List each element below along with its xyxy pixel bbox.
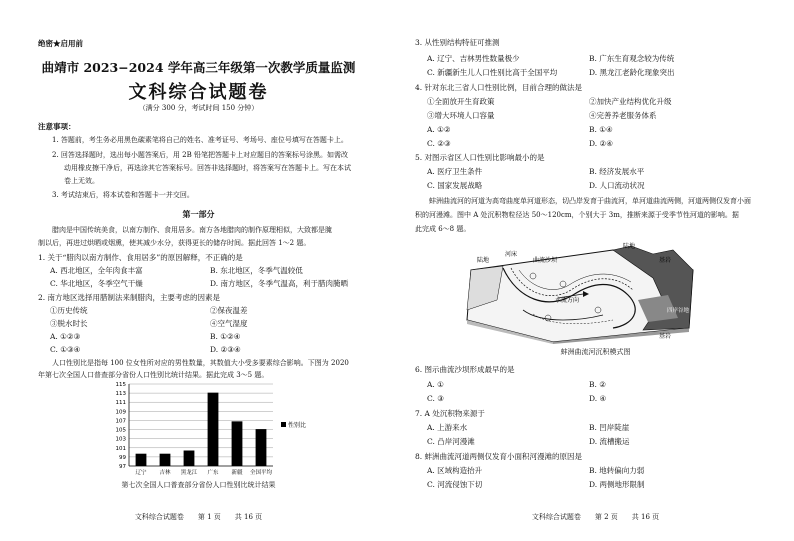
- q6-option-b: B. ②: [589, 380, 607, 389]
- bar: [184, 451, 195, 466]
- x-tick-label: 黑龙江: [180, 470, 198, 476]
- y-tick-label: 107: [115, 418, 126, 425]
- q7-option-c: C. 凸岸河漫滩: [427, 437, 475, 446]
- chart-title: 第七次全国人口普查部分省份人口性别比统计结果: [121, 481, 276, 489]
- intro3-line: 蚌洲曲流河的河道为高弯曲度单河道形态，切凸岸发育于曲流河，单河道曲流两侧，河道两侧仅发育小面: [415, 197, 751, 205]
- intro3-line: 积的河漫滩。图中 A 处沉积物粒径达 50～120cm，个别大于 3m，推断来源于受季节性河道的影响。据: [415, 211, 739, 219]
- sex-ratio-bar-chart: [105, 380, 325, 480]
- label-bedrock-1: 基岩: [659, 257, 672, 264]
- page-footer: 文科综合试题卷 第 1 页 共 16 页: [134, 513, 263, 521]
- q5-option-a: A. 医疗卫生条件: [427, 167, 483, 176]
- intro2-line: 年第七次全国人口普查部分省份人口性别比统计结果。据此完成 3～5 题。: [38, 371, 269, 379]
- label-land-left: 陆地: [477, 257, 490, 264]
- meander-river-block-diagram: [463, 240, 695, 345]
- exam-title: 曲靖市 2023−2024 学年高三年级第一次教学质量监测: [41, 60, 356, 75]
- q5-option-b: B. 经济发展水平: [589, 167, 645, 176]
- page-footer: 文科综合试题卷 第 2 页 共 16 页: [531, 513, 660, 521]
- q7-option-d: D. 流槽搬运: [589, 437, 630, 446]
- q5-stem: 5. 对图示省区人口性别比影响最小的是: [415, 153, 545, 162]
- q8-option-d: D. 两侧地形限制: [589, 480, 645, 489]
- notice-line: 2. 回答选择题时，选出每小题答案后，用 2B 铅笔把答题卡上对应题目的答案标号涂黑。如需改: [52, 151, 348, 159]
- illustration-caption: 蚌洲曲流河沉积模式图: [560, 348, 631, 356]
- x-tick-label: 全国平均: [249, 470, 273, 476]
- q3-option-d: D. 黑龙江老龄化现象突出: [589, 68, 675, 77]
- q2-item-4: ④空气湿度: [210, 319, 248, 328]
- q4-option-b: B. ①④: [589, 125, 613, 134]
- q1-option-d: D. 南方地区，冬季气温高，利于腊肉腌晒: [210, 279, 349, 288]
- y-tick-label: 105: [115, 427, 126, 434]
- y-tick-label: 109: [115, 409, 126, 416]
- q2-option-b: B. ①②④: [210, 332, 241, 341]
- q3-stem: 3. 从性别结构特征可推测: [415, 38, 500, 47]
- q3-option-a: A. 辽宁、吉林男性数量极少: [427, 54, 520, 63]
- q3-option-c: C. 新疆新生儿人口性别比高于全国平均: [427, 68, 558, 77]
- q4-item-3: ③增大环境人口容量: [427, 111, 495, 120]
- paper-title: 文科综合试题卷: [128, 82, 269, 103]
- secret-mark: 绝密★启用前: [38, 39, 83, 48]
- q1-stem: 1. 关于“腊肉以南方制作、食用居多”的原因解释，不正确的是: [38, 253, 243, 262]
- q8-stem: 8. 蚌洲曲流河道两侧仅发育小面积河漫滩的原因是: [415, 452, 583, 461]
- bar: [208, 393, 219, 466]
- intro2-line: 人口性别比是指每 100 位女性所对应的男性数量，其数值大小受多要素综合影响。下图为 2020: [38, 359, 349, 367]
- q2-item-3: ③脱水时长: [50, 319, 88, 328]
- q8-option-c: C. 河流侵蚀下切: [427, 480, 483, 489]
- q4-option-c: C. ②③: [427, 139, 451, 148]
- label-flow: 水流方向: [555, 297, 580, 304]
- q1-option-a: A. 西北地区，全年肉食丰富: [50, 266, 143, 275]
- q4-option-d: D. ②④: [589, 139, 613, 148]
- label-bar: 曲流沙坝: [533, 257, 558, 264]
- y-tick-label: 113: [115, 391, 126, 398]
- label-bedrock-2: 基岩: [659, 333, 672, 340]
- q2-option-d: D. ②③④: [210, 345, 241, 354]
- q4-option-a: A. ①②: [427, 125, 451, 134]
- bar: [136, 454, 147, 466]
- q7-stem: 7. A 处沉积物来源于: [415, 409, 485, 418]
- bar: [256, 429, 267, 466]
- bar: [160, 454, 171, 466]
- q2-option-c: C. ①③④: [50, 345, 81, 354]
- q2-item-2: ②保夜温差: [210, 306, 248, 315]
- q5-option-d: D. 人口流动状况: [589, 181, 645, 190]
- q2-stem: 2. 南方地区选择用腊制法来制腊肉，主要考虑的因素是: [38, 293, 221, 302]
- q2-option-a: A. ①②③: [50, 332, 81, 341]
- q6-stem: 6. 图示曲流沙坝形成最早的是: [415, 365, 515, 374]
- y-tick-label: 115: [115, 382, 126, 388]
- y-tick-label: 99: [119, 454, 126, 461]
- q4-stem: 4. 针对东北三省人口性别比例，目前合理的做法是: [415, 83, 583, 92]
- intro-line: 腊肉是中国传统美食，以南方制作、食用居多。南方各地腊肉的制作原理相似，大致都是腌: [38, 226, 332, 234]
- notice-line: 3. 考试结束后，将本试卷和答题卡一并交回。: [52, 191, 194, 199]
- score-time: （满分 300 分，考试时间 150 分钟）: [138, 104, 259, 112]
- intro3-line: 此完成 6～8 题。: [415, 225, 471, 233]
- legend-swatch: [281, 422, 286, 427]
- q2-item-1: ①历史传统: [50, 306, 88, 315]
- q6-option-a: A. ①: [427, 380, 444, 389]
- label-land-right: 陆地: [623, 243, 636, 250]
- q7-option-a: A. 上游来水: [427, 423, 468, 432]
- x-tick-label: 吉林: [159, 470, 171, 476]
- q8-option-b: B. 地转偏向力弱: [589, 466, 645, 475]
- bar: [232, 421, 243, 466]
- q4-item-1: ①全面放开生育政策: [427, 97, 495, 106]
- x-tick-label: 新疆: [231, 470, 243, 476]
- part-heading: 第一部分: [182, 209, 215, 219]
- page-2: [397, 0, 794, 541]
- y-tick-label: 103: [115, 436, 126, 443]
- notice-line: 1. 答题前，考生务必用黑色碳素笔将自己的姓名、准考证号、考场号、座位号填写在答题卡上。: [52, 136, 348, 144]
- q8-option-a: A. 区域构造抬升: [427, 466, 483, 475]
- notice-line: 卷上无效。: [64, 177, 99, 185]
- q1-option-c: C. 华北地区，冬季空气干燥: [50, 279, 143, 288]
- y-tick-label: 101: [115, 445, 126, 452]
- x-tick-label: 辽宁: [135, 470, 147, 476]
- q4-item-2: ②加快产业结构优化升级: [589, 97, 672, 106]
- x-tick-label: 广东: [207, 470, 219, 476]
- q1-option-b: B. 东北地区，冬季气温较低: [210, 266, 303, 275]
- label-lake: 河床: [505, 251, 518, 258]
- intro-line: 制以后，再进过烘晒或烟熏，使其减少水分，获得更长的储存时间。据此回答 1～2 题。: [38, 239, 311, 247]
- q6-option-d: D. ④: [589, 394, 607, 403]
- notice-heading: 注意事项：: [38, 122, 76, 131]
- y-tick-label: 97: [119, 464, 126, 470]
- q6-option-c: C. ③: [427, 394, 444, 403]
- q5-option-c: C. 国家发展战略: [427, 181, 483, 190]
- label-side: 四岸谷地: [667, 308, 690, 314]
- q4-item-4: ④完善养老服务体系: [589, 111, 657, 120]
- legend-label: 性别比: [288, 422, 307, 429]
- notice-line: 动用橡皮擦干净后，再选涂其它答案标号。回答非选择题时，将答案写在答题卡上。写在本试: [64, 164, 351, 172]
- y-tick-label: 111: [115, 400, 126, 407]
- q7-option-b: B. 凹岸陡崖: [589, 423, 630, 432]
- q3-option-b: B. 广东生育观念较为传统: [589, 54, 675, 63]
